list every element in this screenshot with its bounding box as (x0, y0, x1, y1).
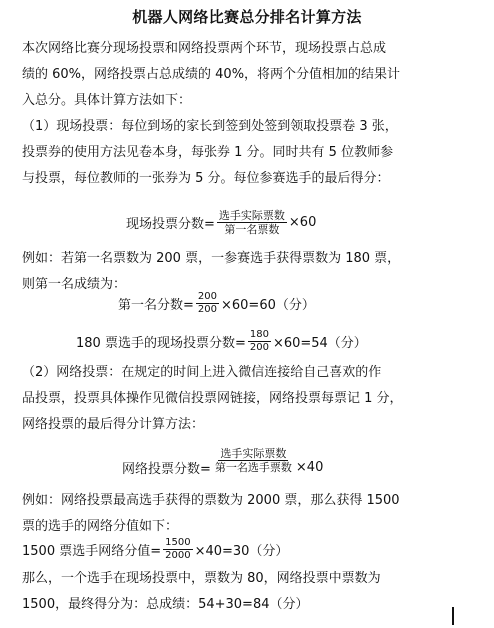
example-line: 则第一名成绩为： (22, 277, 127, 292)
fraction-denominator: 第一名票数 (224, 223, 280, 236)
fraction-denominator: 200 (249, 342, 269, 353)
paragraph-line: 与投票，每位教师的一张券为 5 分。每位参赛选手的最后得分： (22, 171, 390, 186)
conclusion-line: 1500，最终得分为：总成绩：54+30=84（分） (22, 597, 309, 612)
paragraph-line: 网络投票的最后得分计算方法： (22, 417, 205, 432)
fraction-numerator: 选手实际票数 (218, 209, 285, 222)
formula-tail: ×40 (295, 460, 324, 475)
fraction-numerator: 180 (249, 329, 269, 340)
formula-onsite-score (126, 210, 316, 235)
formula-180-votes-score (76, 330, 367, 353)
formula-fraction (217, 210, 287, 235)
fraction-denominator: 第一名选手票数 (214, 461, 292, 474)
paragraph-line: 本次网络比赛分现场投票和网络投票两个环节，现场投票占总成 (22, 41, 387, 56)
example-line: 票的选手的网络分值如下： (22, 519, 179, 534)
formula-tail: ×60 (288, 215, 317, 230)
section-heading-online: （2）网络投票：在规定的时间上进入微信连接给自己喜欢的作 (22, 365, 382, 380)
formula-1500-votes-score (22, 538, 288, 561)
formula-fraction (213, 448, 294, 473)
formula-tail: ×40=30（分） (194, 544, 289, 559)
formula-fraction (196, 292, 219, 315)
formula-label: 180 票选手的现场投票分数= (76, 336, 246, 351)
fraction-numerator: 选手实际票数 (220, 447, 287, 460)
formula-fraction (163, 538, 192, 561)
formula-tail: ×60=60（分） (221, 298, 315, 313)
formula-tail: ×60=54（分） (272, 336, 367, 351)
paragraph-line: 入总分。具体计算方法如下： (22, 93, 192, 108)
section-heading-onsite: （1）现场投票：每位到场的家长到签到处签到领取投票卷 3 张， (22, 119, 398, 134)
example-line: 例如：网络投票最高选手获得的票数为 2000 票，那么获得 1500 (22, 493, 400, 508)
document-title: 机器人网络比赛总分排名计算方法 (132, 8, 362, 26)
paragraph-line: 投票券的使用方法见卷本身，每张券 1 分。同时共有 5 位教师参 (22, 145, 394, 160)
formula-online-score (122, 444, 323, 477)
example-line: 例如：若第一名票数为 200 票，一参赛选手获得票数为 180 票， (22, 251, 401, 266)
paragraph-line: 绩的 60%，网络投票占总成绩的 40%，将两个分值相加的结果计 (22, 67, 401, 82)
formula-fraction (248, 330, 271, 353)
fraction-numerator: 200 (197, 291, 217, 302)
conclusion-line: 那么，一个选手在现场投票中，票数为 80，网络投票中票数为 (22, 571, 381, 586)
fraction-denominator: 2000 (165, 550, 191, 561)
text-cursor (452, 607, 454, 625)
formula-label: 1500 票选手网络分值= (22, 544, 162, 559)
fraction-numerator: 1500 (165, 537, 191, 548)
formula-label: 现场投票分数= (126, 217, 215, 232)
fraction-denominator: 200 (197, 304, 217, 315)
formula-label: 第一名分数= (118, 298, 194, 313)
formula-first-place-score (118, 292, 315, 315)
paragraph-line: 品投票，投票具体操作见微信投票网链接，网络投票每票记 1 分， (22, 391, 403, 406)
formula-label: 网络投票分数= (122, 462, 211, 477)
